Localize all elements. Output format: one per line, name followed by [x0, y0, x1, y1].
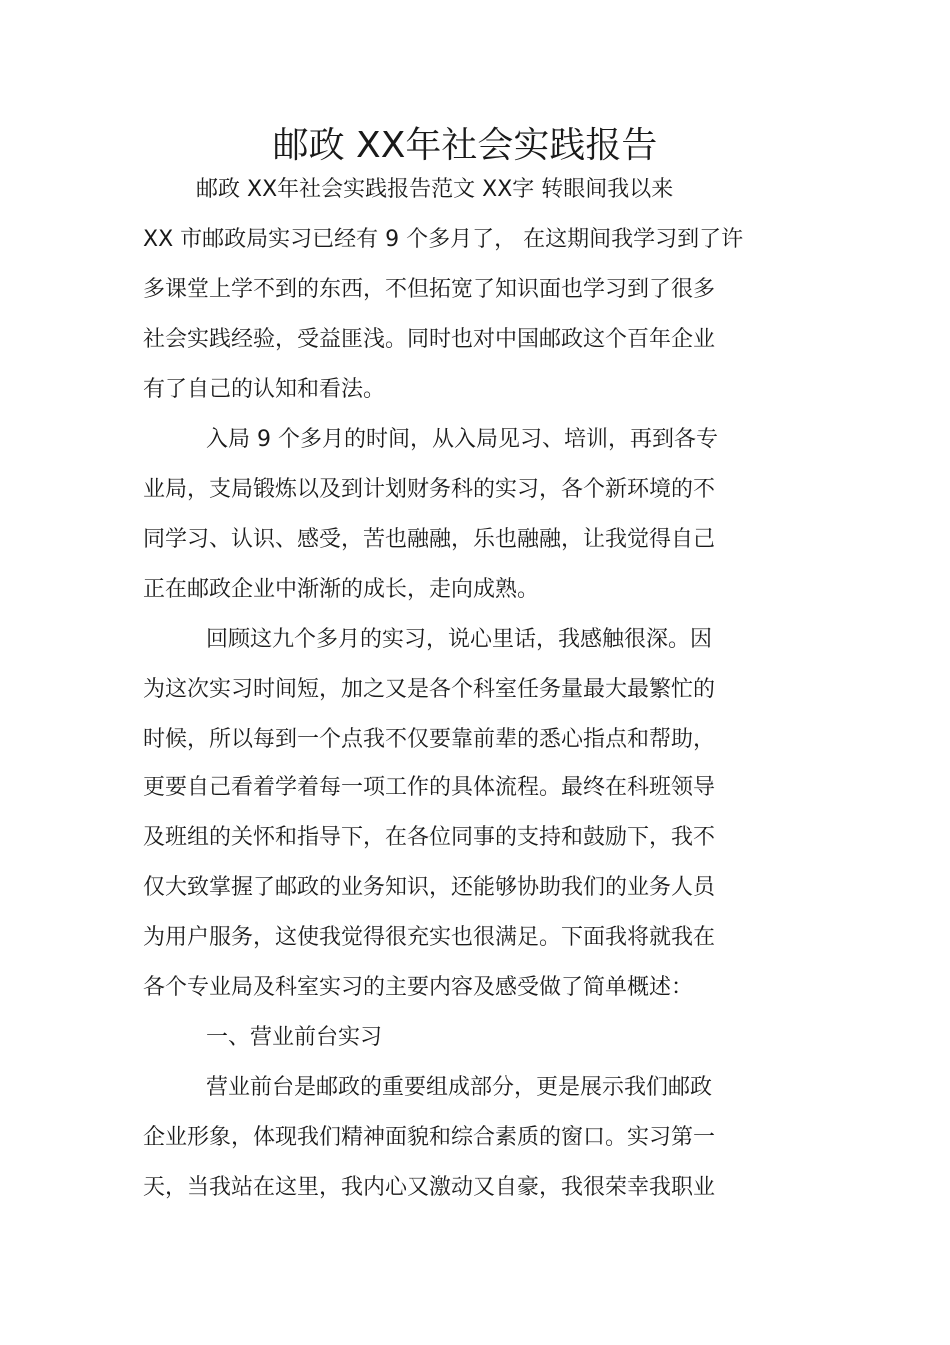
document-title: 邮政 XX年社会实践报告	[272, 125, 658, 166]
paragraph-line: XX 市邮政局实习已经有 9 个多月了， 在这期间我学习到了许	[143, 227, 744, 252]
paragraph-line: 企业形象，体现我们精神面貌和综合素质的窗口。实习第一	[143, 1125, 716, 1150]
paragraph-line: 有了自己的认知和看法。	[143, 377, 386, 402]
paragraph-line: 为用户服务，这使我觉得很充实也很满足。下面我将就我在	[143, 925, 716, 950]
paragraph-line: 社会实践经验，受益匪浅。同时也对中国邮政这个百年企业	[143, 327, 716, 352]
paragraph-line: 更要自己看着学着每一项工作的具体流程。最终在科班领导	[143, 775, 716, 800]
paragraph-line: 正在邮政企业中渐渐的成长，走向成熟。	[143, 577, 540, 602]
paragraph-line: 多课堂上学不到的东西，不但拓宽了知识面也学习到了很多	[143, 277, 716, 302]
paragraph-line: 回顾这九个多月的实习，说心里话，我感触很深。因	[206, 627, 713, 652]
paragraph-line: 时候，所以每到一个点我不仅要靠前辈的悉心指点和帮助，	[143, 727, 716, 752]
paragraph-line: 营业前台是邮政的重要组成部分，更是展示我们邮政	[206, 1075, 713, 1100]
paragraph-line: 业局，支局锻炼以及到计划财务科的实习，各个新环境的不	[143, 477, 716, 502]
paragraph-line: 各个专业局及科室实习的主要内容及感受做了简单概述：	[143, 975, 694, 1000]
paragraph-line: 为这次实习时间短，加之又是各个科室任务量最大最繁忙的	[143, 677, 716, 702]
paragraph-line: 入局 9 个多月的时间，从入局见习、培训，再到各专	[206, 427, 718, 452]
paragraph-line: 同学习、认识、感受，苦也融融，乐也融融，让我觉得自己	[143, 527, 716, 552]
section-heading: 一、营业前台实习	[206, 1025, 383, 1050]
paragraph-line: 邮政 XX年社会实践报告范文 XX字 转眼间我以来	[196, 177, 674, 202]
paragraph-line: 及班组的关怀和指导下，在各位同事的支持和鼓励下，我不	[143, 825, 716, 850]
paragraph-line: 天，当我站在这里，我内心又激动又自豪，我很荣幸我职业	[143, 1175, 716, 1200]
paragraph-line: 仅大致掌握了邮政的业务知识，还能够协助我们的业务人员	[143, 875, 716, 900]
